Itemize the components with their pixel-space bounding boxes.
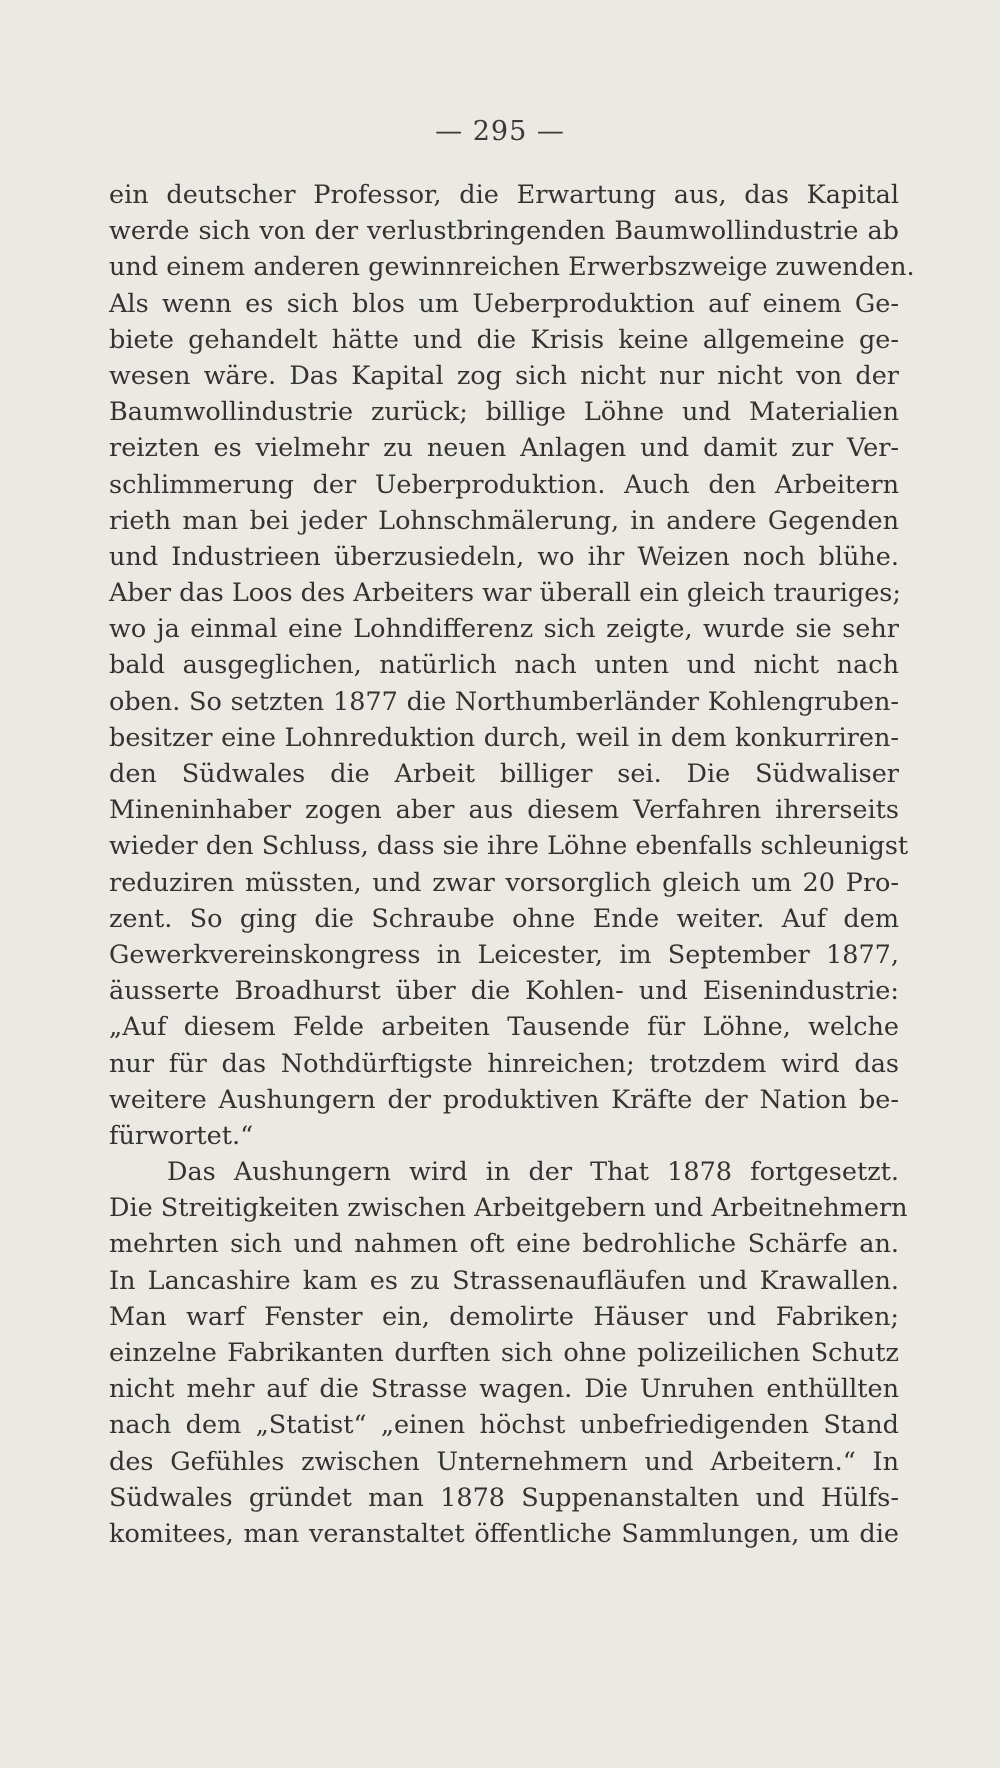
text-line: nur für das Nothdürftigste hinreichen; trotzdem wird das — [109, 1048, 899, 1079]
text-line: nicht mehr auf die Strasse wagen. Die Unruhen enthüllten — [109, 1374, 899, 1405]
text-line: oben. So setzten 1877 die Northumberländer Kohlengruben- — [109, 686, 899, 717]
page-number: — 295 — — [435, 116, 565, 147]
text-line: reduziren müssten, und zwar vorsorglich gleich um 20 Pro- — [109, 867, 899, 898]
paragraph — [109, 177, 915, 1154]
text-line: komitees, man veranstaltet öffentliche Sammlungen, um die — [109, 1518, 899, 1549]
body-text — [109, 177, 915, 1552]
text-line: mehrten sich und nahmen oft eine bedrohliche Schärfe an. — [109, 1229, 899, 1260]
text-line: In Lancashire kam es zu Strassenaufläufen und Krawallen. — [109, 1265, 899, 1296]
text-line: den Südwales die Arbeit billiger sei. Die Südwaliser — [109, 759, 899, 789]
text-line: Aber das Loos des Arbeiters war überall ein gleich trauriges; — [109, 578, 901, 609]
text-line: Mineninhaber zogen aber aus diesem Verfahren ihrerseits — [109, 795, 899, 826]
text-line: reizten es vielmehr zu neuen Anlagen und damit zur Ver- — [109, 433, 899, 464]
text-line: äusserte Broadhurst über die Kohlen- und Eisenindustrie: — [109, 976, 899, 1007]
text-line: wesen wäre. Das Kapital zog sich nicht nur nicht von der — [109, 360, 899, 391]
text-line: Die Streitigkeiten zwischen Arbeitgebern und Arbeitnehmern — [109, 1193, 908, 1224]
text-line: des Gefühles zwischen Unternehmern und Arbeitern.“ In — [109, 1446, 899, 1477]
text-line: Man warf Fenster ein, demolirte Häuser und Fabriken; — [109, 1301, 899, 1332]
text-line: wieder den Schluss, dass sie ihre Löhne ebenfalls schleunigst — [109, 831, 909, 862]
text-line: besitzer eine Lohnreduktion durch, weil in dem konkurriren- — [109, 722, 899, 753]
text-line: weitere Aushungern der produktiven Kräfte der Nation be- — [109, 1084, 899, 1115]
text-line: wo ja einmal eine Lohndifferenz sich zeigte, wurde sie sehr — [109, 614, 899, 645]
text-line: Als wenn es sich blos um Ueberproduktion auf einem Ge- — [109, 288, 899, 319]
text-line: Das Aushungern wird in der That 1878 fortgesetzt. — [167, 1157, 899, 1188]
text-line: rieth man bei jeder Lohnschmälerung, in andere Gegenden — [109, 505, 899, 536]
text-line: werde sich von der verlustbringenden Baumwollindustrie ab — [109, 216, 899, 247]
text-line: bald ausgeglichen, natürlich nach unten und nicht nach — [109, 650, 899, 681]
text-line: Gewerkvereinskongress in Leicester, im September 1877, — [109, 939, 899, 970]
text-line: ein deutscher Professor, die Erwartung aus, das Kapital — [109, 180, 899, 210]
text-line: biete gehandelt hätte und die Krisis keine allgemeine ge- — [109, 324, 899, 355]
text-line: zent. So ging die Schraube ohne Ende weiter. Auf dem — [109, 903, 899, 934]
paragraph — [109, 1154, 908, 1552]
text-line: Südwales gründet man 1878 Suppenanstalten und Hülfs- — [109, 1482, 899, 1513]
text-line: nach dem „Statist“ „einen höchst unbefriedigenden Stand — [109, 1410, 899, 1441]
text-line: einzelne Fabrikanten durften sich ohne polizeilichen Schutz — [109, 1338, 899, 1368]
text-line: fürwortet.“ — [109, 1120, 254, 1151]
text-line: und Industrieen überzusiedeln, wo ihr Weizen noch blühe. — [109, 541, 899, 572]
text-line: „Auf diesem Felde arbeiten Tausende für Löhne, welche — [109, 1012, 899, 1043]
text-line: Baumwollindustrie zurück; billige Löhne und Materialien — [109, 397, 899, 428]
text-line: und einem anderen gewinnreichen Erwerbszweige zuwenden. — [109, 252, 915, 283]
text-line: schlimmerung der Ueberproduktion. Auch den Arbeitern — [109, 469, 899, 500]
